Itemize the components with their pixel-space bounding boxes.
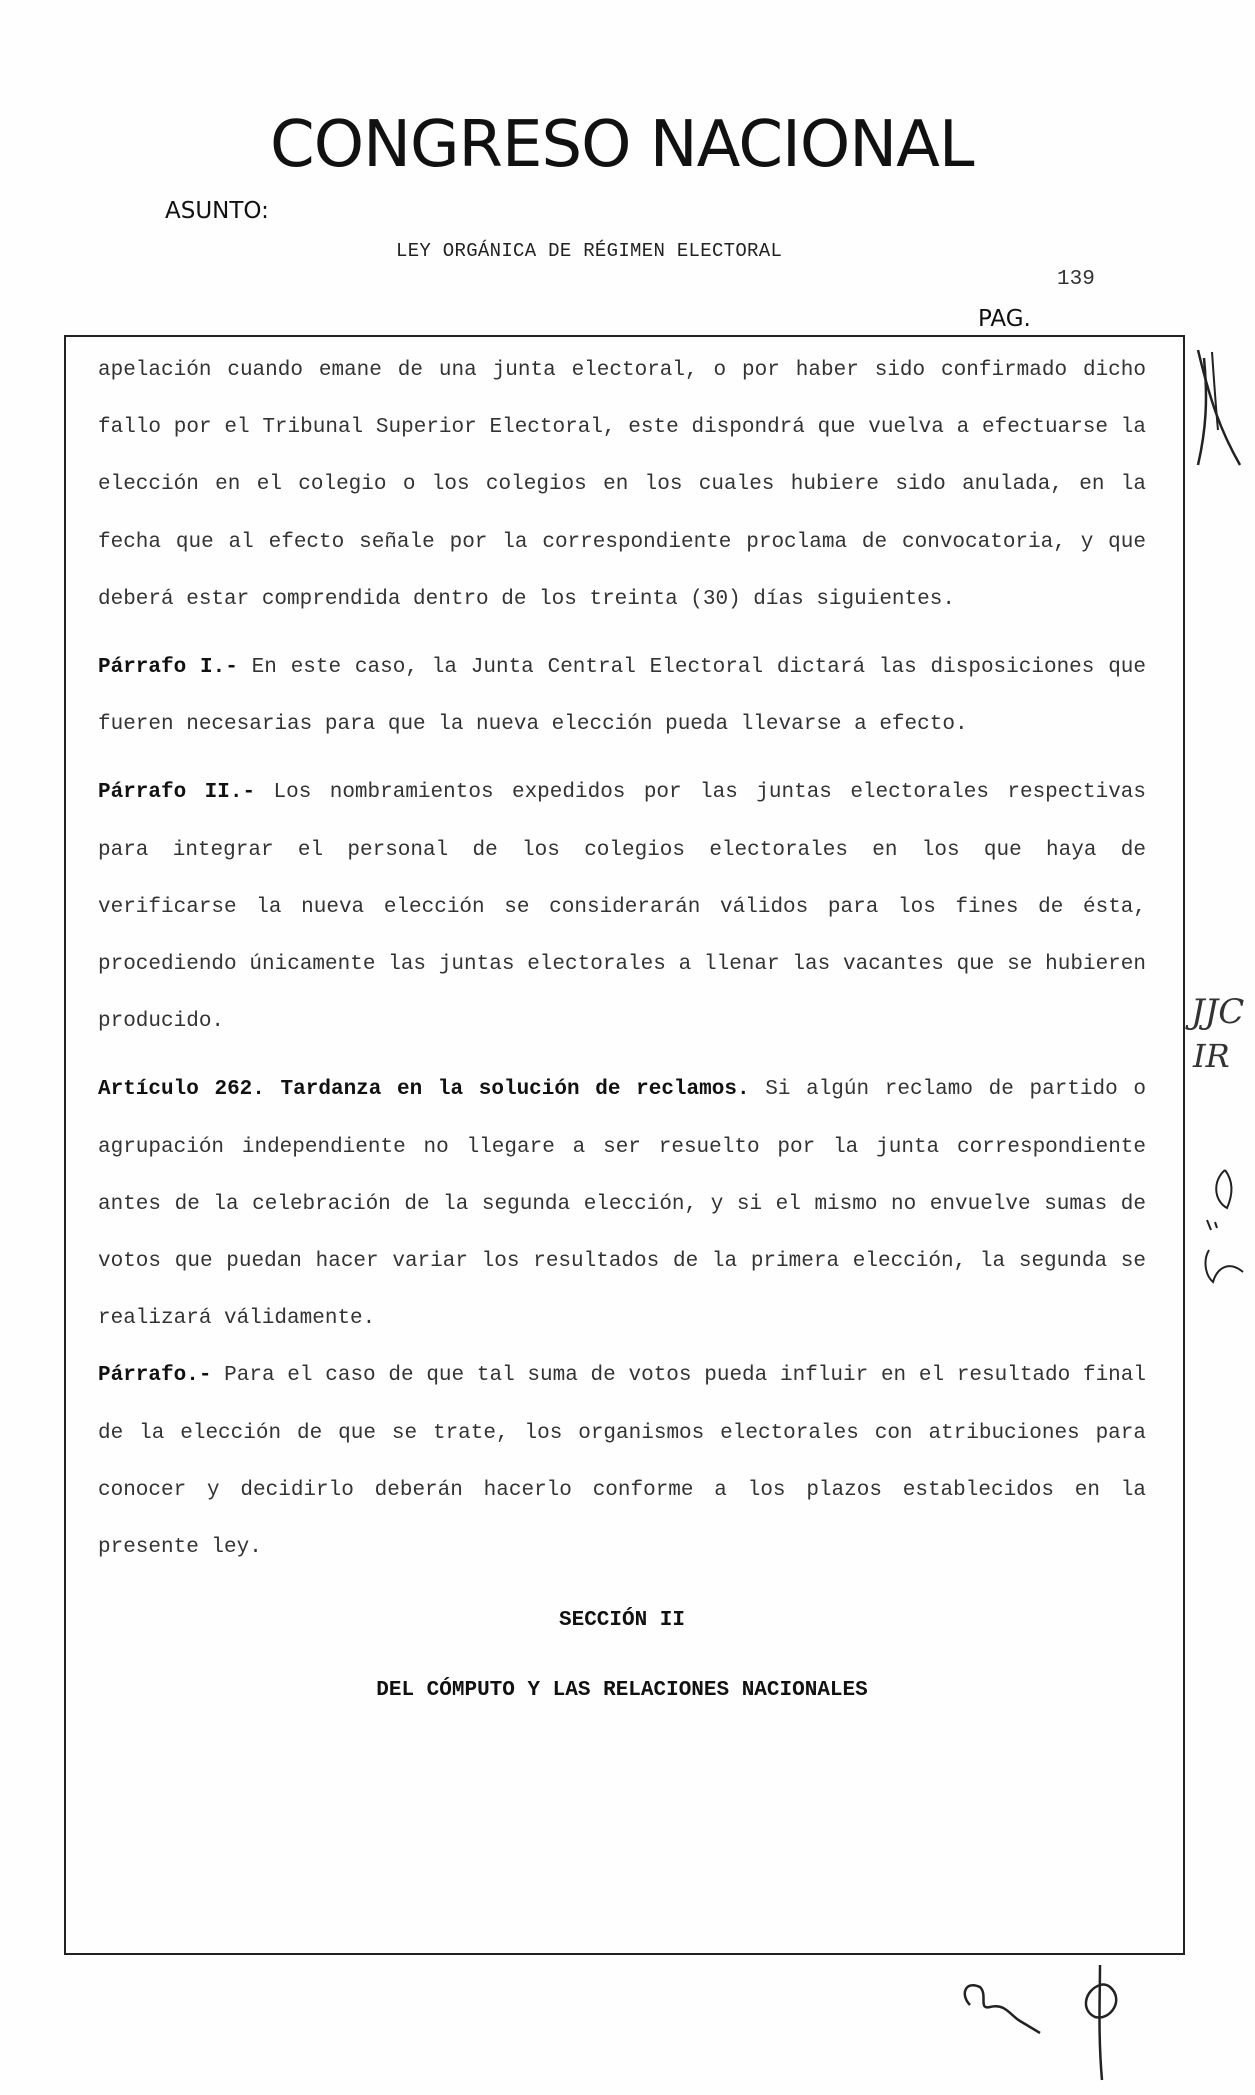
parrafo-final-text: Para el caso de que tal suma de votos pueda influir en el resultado final de la elección de que se trate, los organismos electorales con atribuciones para conocer y decidirlo deberán hacerlo conforme a los plazos establecidos en la presente ley. (98, 1364, 1146, 1560)
asunto-subject: LEY ORGÁNICA DE RÉGIMEN ELECTORAL (396, 240, 783, 262)
asunto-label: ASUNTO: (165, 198, 269, 224)
parrafo-final-label: Párrafo.- (98, 1364, 212, 1388)
paragraph-appeal: apelación cuando emane de una junta electoral, o por haber sido confirmado dicho fallo por el Tribunal Superior Electoral, este dispondrá que vuelva a efectuarse la elección en el colegio o los colegios en los cuales hubiere sido anulada, en la fecha que al efecto señale por la correspondiente proclama de convocatoria, y que deberá estar comprendida dentro de los treinta (30) días siguientes. (98, 359, 1146, 611)
paragraph-parrafo-2 (98, 764, 1146, 1050)
paragraph-parrafo-1 (98, 639, 1146, 753)
parrafo-2-text: Los nombramientos expedidos por las juntas electorales respectivas para integrar el personal de los colegios electorales en los que haya de verificarse la nueva elección se considerarán válidos para los fines de ésta, procediendo únicamente las juntas electorales a llenar las vacantes que se hubieren producido. (98, 781, 1146, 1034)
handwritten-bottom-signature (950, 1955, 1190, 2090)
handwritten-cross-mark (1190, 340, 1250, 470)
parrafo-1-text: En este caso, la Junta Central Electoral dictará las disposiciones que fueren necesarias para que la nueva elección pueda llevarse a efecto. (98, 656, 1146, 737)
articulo-262-heading: Artículo 262. Tardanza en la solución de reclamos. (98, 1078, 750, 1102)
paragraph-articulo-262 (98, 1061, 1146, 1347)
pag-label: PAG. (978, 306, 1031, 332)
document-body (98, 342, 1146, 1719)
page-number: 139 (1057, 268, 1095, 291)
handwritten-margin-signature (1195, 1160, 1250, 1290)
parrafo-2-label: Párrafo II.- (98, 781, 256, 805)
parrafo-1-label: Párrafo I.- (98, 656, 238, 680)
paragraph-parrafo-final (98, 1347, 1146, 1576)
handwritten-initials-jjc (1185, 985, 1255, 1080)
articulo-262-text: Si algún reclamo de partido o agrupación independiente no llegare a ser resuelto por la junta correspondiente antes de la celebración de la segunda elección, y si el mismo no envuelve sumas de votos que puedan hacer variar los resultados de la primera elección, la segunda se realizará válidamente. (98, 1078, 1147, 1331)
initials-ir-text: IR (1193, 1037, 1230, 1075)
initials-jjc-text: JJC (1191, 992, 1245, 1032)
page-header-title: CONGRESO NACIONAL (270, 108, 974, 182)
section-heading: SECCIÓN II (558, 1609, 686, 1633)
section-title: DEL CÓMPUTO Y LAS RELACIONES NACIONALES (376, 1679, 868, 1703)
